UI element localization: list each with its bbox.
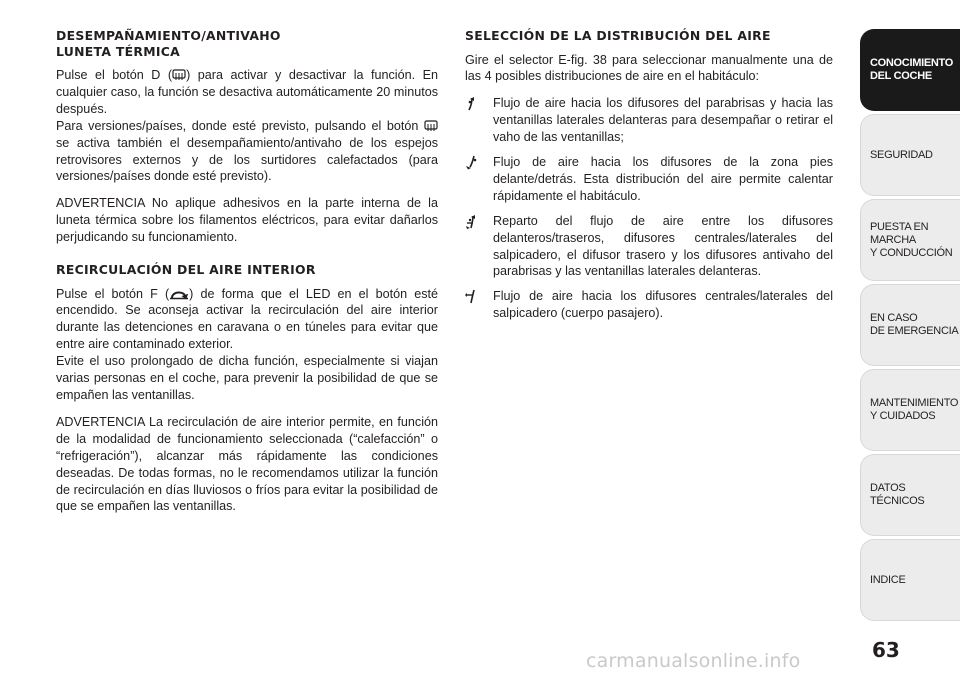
paragraph-warning-recirculation: ADVERTENCIA La recirculación de aire interior permite, en función de la modalidad de funcionamiento seleccionada (“calefacción” o “refrigeración”), alcanzar más rápidamente las condiciones deseadas. De todas formas, no le recomendamos utilizar la función de recirculación en días lluviosos o fríos para evitar la posibilidad de que se empañen las ventanillas.: [56, 414, 438, 514]
chapter-tabs: [860, 29, 960, 624]
tab-datos-tecnicos[interactable]: [860, 454, 960, 536]
tab-label: MANTENIMIENTO Y CUIDADOS: [870, 397, 959, 422]
list-item: [465, 213, 833, 281]
list-item-text: Flujo de aire hacia los difusores del parabrisas y hacia las ventanillas laterales delanteras para desempañar o retirar el vaho de las ventanillas;: [493, 96, 833, 145]
section-title-defrost: [56, 28, 438, 59]
right-column: [465, 28, 833, 330]
rear-window-heater-icon: [172, 69, 186, 81]
tab-conocimiento-del-coche[interactable]: [860, 29, 960, 111]
list-item-text: Flujo de aire hacia los difusores centrales/laterales del salpicadero (cuerpo pasajero).: [493, 289, 833, 321]
left-column: [56, 28, 438, 525]
section-title-line: LUNETA TÉRMICA: [56, 43, 181, 59]
paragraph-recirculation-avoid: Evite el uso prolongado de dicha función, especialmente si viajan varias personas en el coche, para prevenir la posibilidad de que se empañen las ventanillas.: [56, 354, 438, 402]
paragraph-defrost-button: [56, 67, 438, 118]
text-run: ) para activar y desactivar la función. En cualquier caso, la función se desactiva automáticamente 20 minutos después.: [56, 68, 439, 116]
tab-mantenimiento[interactable]: [860, 369, 960, 451]
list-item: [465, 154, 833, 205]
paragraph-distribution-intro: Gire el selector E-fig. 38 para seleccionar manualmente una de las 4 posibles distribuciones de aire en el habitáculo:: [465, 52, 833, 84]
paragraph-warning-adhesives: ADVERTENCIA No aplique adhesivos en la parte interna de la luneta térmica sobre los filamentos eléctricos, para evitar dañarlos perjudicando su funcionamiento.: [56, 196, 438, 245]
text-run: se activa también el desempañamiento/antivaho de los espejos retrovisores externos y de los surtidores calefactados (para versiones/países donde esté previsto).: [56, 135, 438, 184]
rear-window-heater-icon: [424, 120, 438, 132]
section-title-recirculation: RECIRCULACIÓN DEL AIRE INTERIOR: [56, 262, 316, 278]
tab-seguridad[interactable]: [860, 114, 960, 196]
section-title-line: DESEMPAÑAMIENTO/ANTIVAHO: [56, 28, 281, 43]
tab-label: PUESTA EN MARCHA Y CONDUCCIÓN: [870, 220, 953, 259]
text-run: Pulse el botón F (: [56, 286, 170, 301]
list-item: [465, 288, 833, 322]
list-item-text: Flujo de aire hacia los difusores de la zona pies delante/detrás. Esta distribución del aire permite calentar rápidamente el habitáculo.: [493, 155, 833, 203]
watermark: carmanualsonline.info: [586, 650, 801, 672]
airflow-mixed-icon: [465, 214, 481, 229]
paragraph-mirrors: [56, 118, 438, 186]
airflow-feet-icon: [465, 155, 481, 170]
tab-indice[interactable]: [860, 539, 960, 621]
tab-label: SEGURIDAD: [870, 148, 933, 161]
text-run: Pulse el botón D (: [56, 68, 173, 82]
list-item-text: Reparto del flujo de aire entre los difusores delanteros/traseros, difusores centrales/laterales del salpicadero, el difusor trasero y los difusores antivaho del parabrisas y las ventanillas laterales delanteras.: [493, 213, 833, 279]
tab-en-caso-de-emergencia[interactable]: [860, 284, 960, 366]
text-run: Para versiones/países, donde esté previsto, pulsando el botón: [56, 118, 424, 133]
paragraph-recirculation-button: [56, 286, 438, 354]
tab-puesta-en-marcha[interactable]: [860, 199, 960, 281]
tab-label: CONOCIMIENTO DEL COCHE: [870, 57, 953, 82]
page-number: 63: [872, 638, 900, 662]
airflow-windscreen-icon: [465, 96, 481, 111]
recirculation-icon: [169, 289, 189, 300]
airflow-face-icon: [465, 289, 481, 304]
list-item: [465, 95, 833, 146]
tab-label: INDICE: [870, 573, 906, 586]
section-title-distribution: SELECCIÓN DE LA DISTRIBUCIÓN DEL AIRE: [465, 28, 771, 43]
tab-label: DATOS TÉCNICOS: [870, 482, 925, 507]
tab-label: EN CASO DE EMERGENCIA: [870, 312, 959, 337]
text-run: ) de forma que el LED en el botón esté encendido. Se aconseja activar la recirculación del aire interior durante las detenciones en caravana o en túneles para evitar que entre aire contaminado exterior.: [56, 286, 438, 352]
